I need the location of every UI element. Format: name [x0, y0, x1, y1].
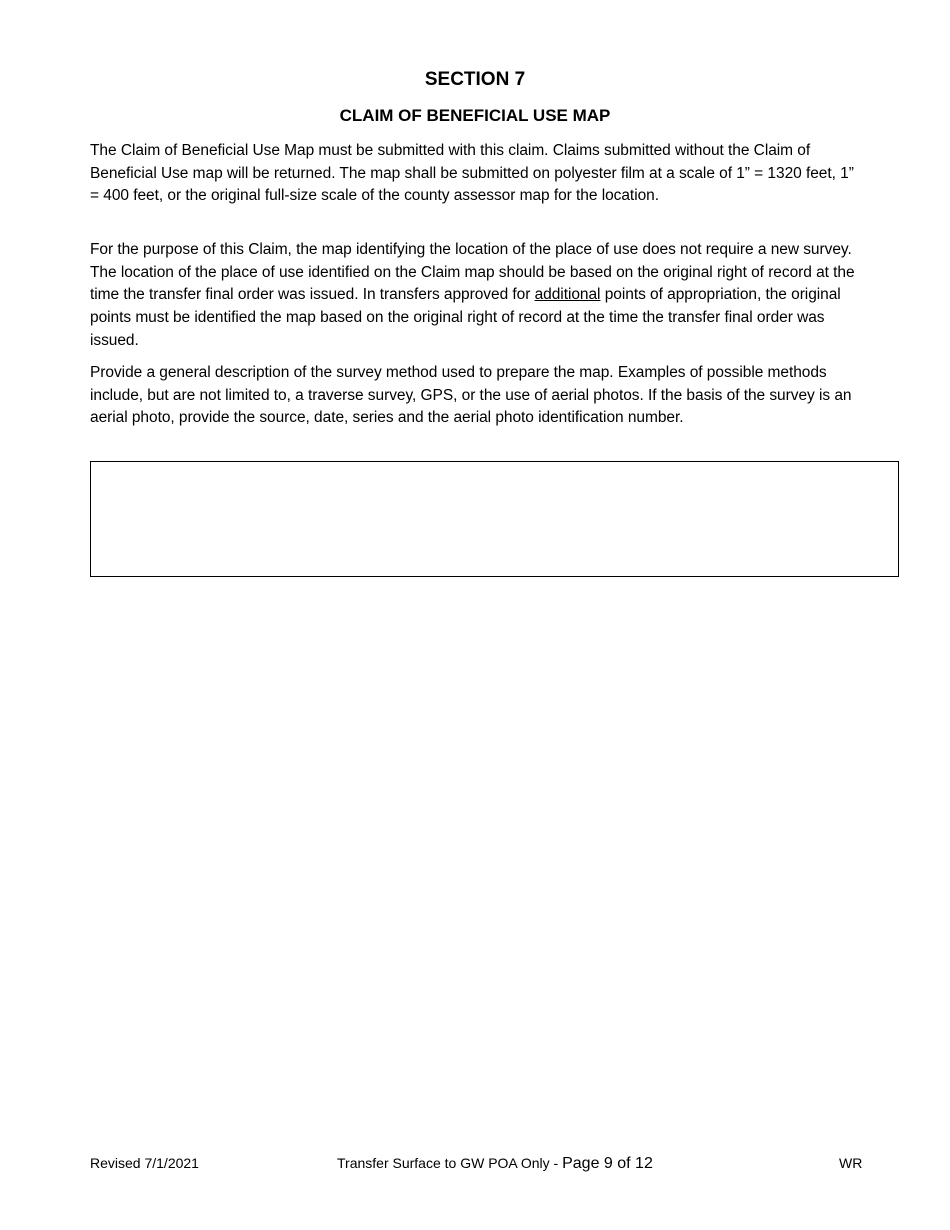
footer-code: WR: [839, 1155, 863, 1171]
paragraph-survey-purpose-text-1: For the purpose of this Claim, the map identifying the location of the place of use does not require a new survey. The location of the place of use identified on the Claim map should be based on the original right of record at the time the transfer final order was issued. In transfers approved for: [90, 241, 855, 304]
paragraph-survey-method: Provide a general description of the survey method used to prepare the map. Examples of possible methods include, but are not limited to, a traverse survey, GPS, or the use of aerial photos. If the basis of the survey is an aerial photo, provide the source, date, series and the aerial photo identification number.: [90, 364, 852, 427]
footer-form-name: Transfer Surface to GW POA Only -: [337, 1155, 563, 1171]
page-footer: [90, 1151, 863, 1175]
section-title: CLAIM OF BENEFICIAL USE MAP: [339, 106, 611, 125]
footer-revised-date: Revised 7/1/2021: [90, 1155, 199, 1171]
document-page: [90, 0, 902, 1230]
paragraph-survey-purpose: [90, 239, 860, 353]
footer-form-info: [337, 1155, 653, 1173]
underlined-word-additional: additional: [534, 286, 601, 304]
survey-method-description-field[interactable]: [90, 461, 899, 577]
footer-page-number: Page 9 of 12: [562, 1155, 653, 1172]
paragraph-survey-purpose-text-2: points of appropriation, the original points must be identified the map based on the original right of record at the time the transfer final order was issued.: [90, 286, 841, 349]
section-number: SECTION 7: [424, 69, 526, 90]
paragraph-map-requirements: The Claim of Beneficial Use Map must be submitted with this claim. Claims submitted without the Claim of Beneficial Use map will be returned. The map shall be submitted on polyester film at a scale of 1” = 1320 feet, 1” = 400 feet, or the original full-size scale of the county assessor map for the location.: [90, 142, 854, 205]
